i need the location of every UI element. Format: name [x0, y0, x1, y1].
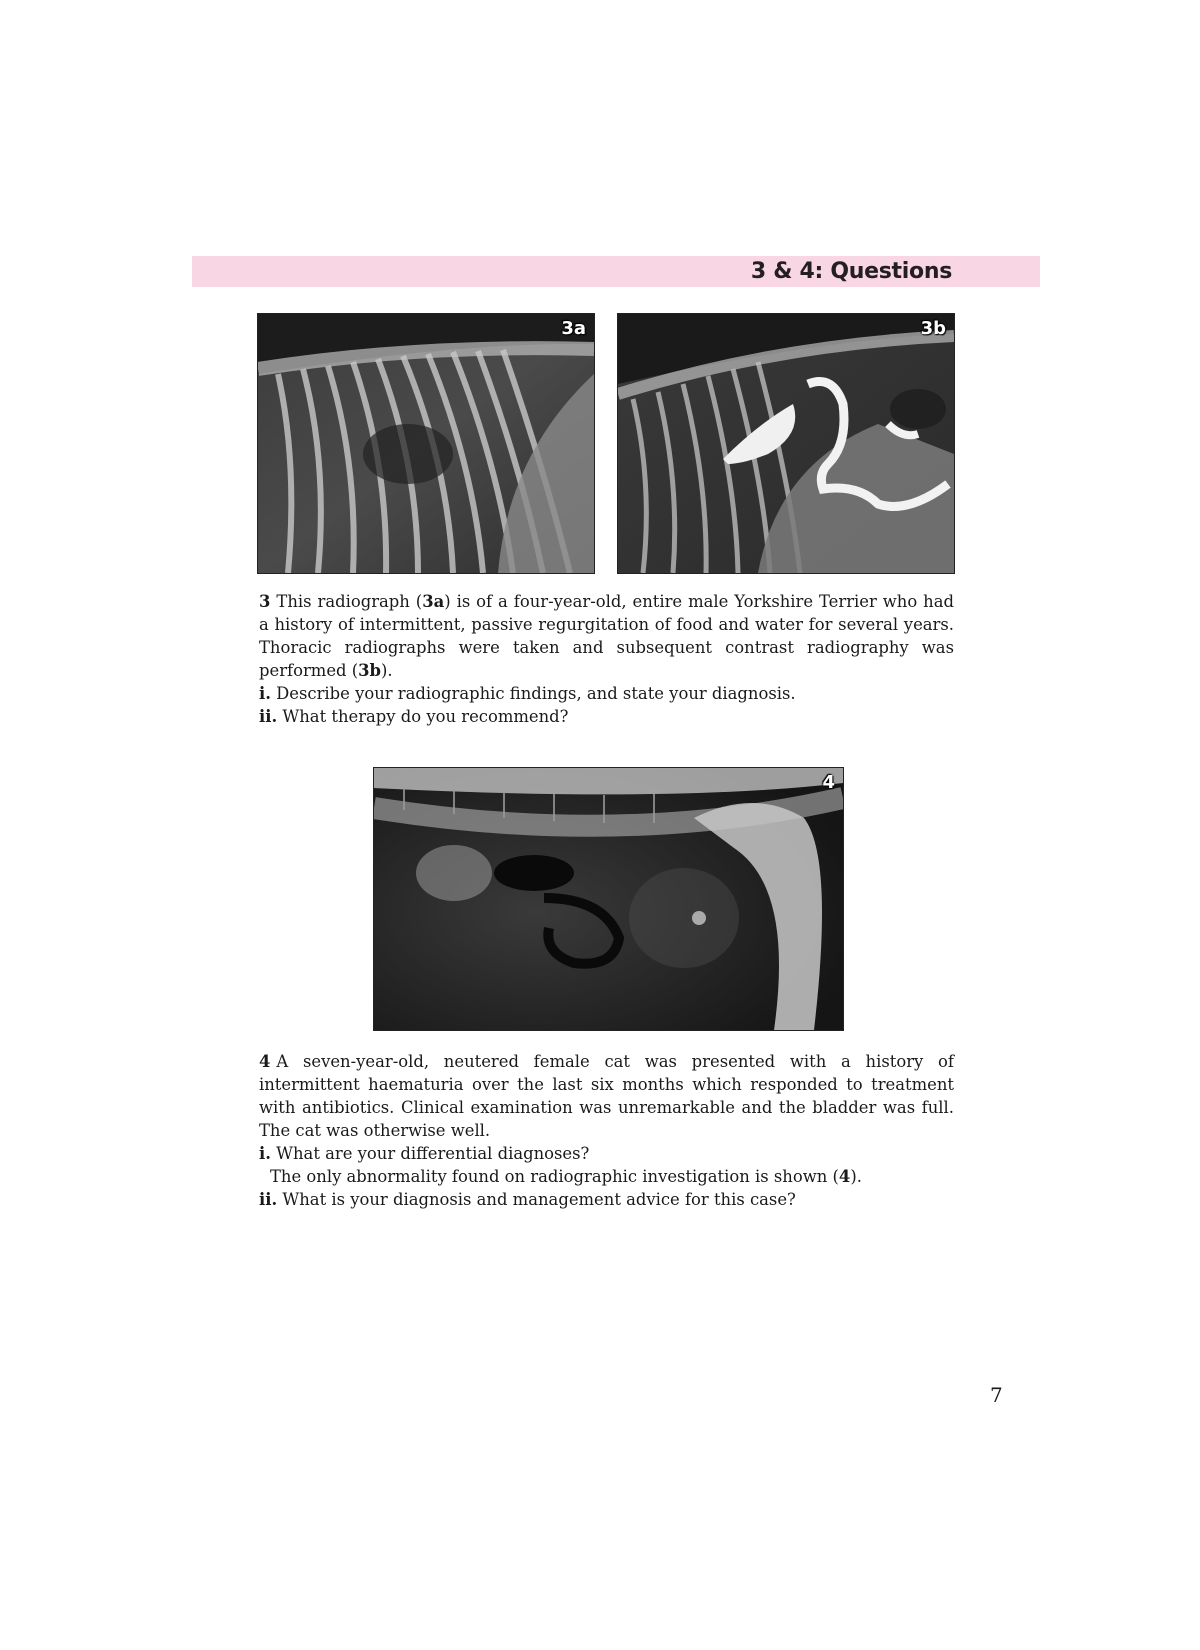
- question-4: [259, 1050, 954, 1211]
- question-3: [259, 590, 954, 728]
- figure-ref-4: 4: [838, 1167, 851, 1186]
- note-text: ).: [850, 1167, 862, 1186]
- item-marker: i.: [259, 1144, 271, 1163]
- radiograph-3a-image: [258, 314, 594, 573]
- radiograph-4-image: [374, 768, 843, 1030]
- section-header: [192, 256, 1040, 287]
- question-3-intro: [259, 590, 954, 682]
- figure-ref-3a: 3a: [422, 592, 445, 611]
- question-4-note: [259, 1165, 954, 1188]
- item-text: What therapy do you recommend?: [282, 707, 569, 726]
- radiograph-3b-image: [618, 314, 954, 573]
- radiograph-3b: [617, 313, 955, 574]
- figure-label-3b: 3b: [920, 318, 946, 339]
- section-title: 3 & 4: Questions: [750, 259, 952, 284]
- question-4-item-i: [259, 1142, 954, 1165]
- item-marker: ii.: [259, 707, 278, 726]
- question-3-item-ii: [259, 705, 954, 728]
- question-3-text: ) is of a four-year-old, entire male Yorkshire Terrier who had a history of intermittent, passive regurgitation of food and water for several years. Thoracic radiographs were taken and subsequent contrast radiography was performed (: [259, 592, 954, 680]
- item-text: What is your diagnosis and management advice for this case?: [282, 1190, 796, 1209]
- item-marker: ii.: [259, 1190, 278, 1209]
- question-3-text: This radiograph (: [276, 592, 423, 611]
- question-4-item-ii: [259, 1188, 954, 1211]
- question-3-item-i: [259, 682, 954, 705]
- page-number: 7: [990, 1383, 1003, 1407]
- question-4-text: A seven-year-old, neutered female cat was presented with a history of intermittent haematuria over the last six months which responded to treatment with antibiotics. Clinical examination was unremarkable and the bladder was full. The cat was otherwise well.: [259, 1052, 954, 1140]
- radiograph-4: [373, 767, 844, 1031]
- question-4-intro: [259, 1050, 954, 1142]
- question-3-text: ).: [381, 661, 393, 680]
- radiograph-3a: [257, 313, 595, 574]
- figure-label-3a: 3a: [561, 318, 586, 339]
- note-text: The only abnormality found on radiographic investigation is shown (: [270, 1167, 839, 1186]
- figure-label-4: 4: [822, 772, 835, 793]
- figure-ref-3b: 3b: [358, 661, 382, 680]
- item-text: What are your differential diagnoses?: [276, 1144, 590, 1163]
- item-marker: i.: [259, 684, 271, 703]
- question-number: 4: [259, 1052, 271, 1071]
- item-text: Describe your radiographic findings, and state your diagnosis.: [276, 684, 796, 703]
- question-number: 3: [259, 592, 271, 611]
